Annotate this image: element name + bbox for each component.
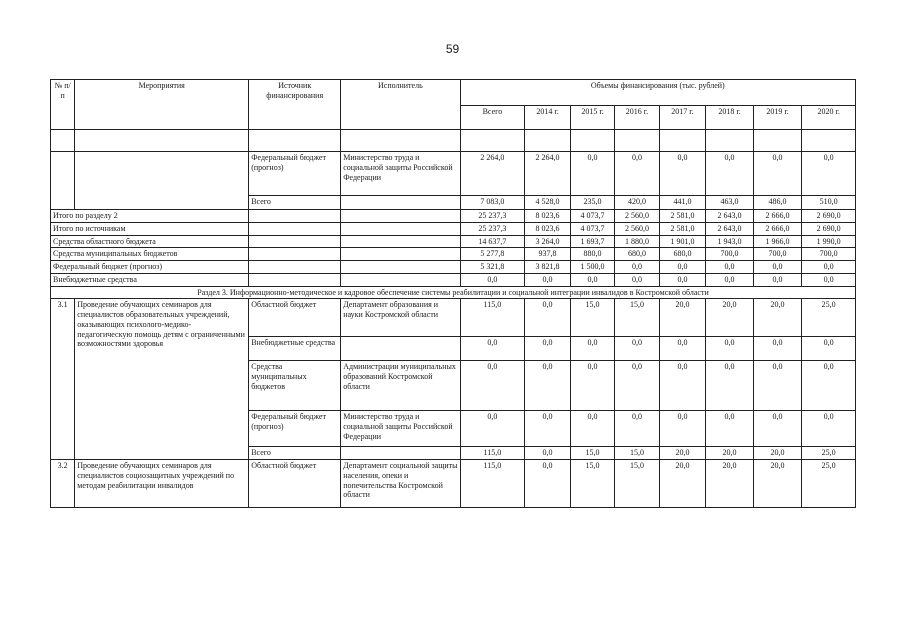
- source-cell: Областной бюджет: [249, 299, 341, 337]
- value-cell: 0,0: [615, 152, 659, 196]
- executor-cell: [341, 447, 460, 460]
- empty-cell: [249, 130, 341, 152]
- value-cell: 4 073,7: [570, 210, 614, 223]
- empty-cell: [753, 130, 802, 152]
- value-cell: 15,0: [570, 299, 614, 337]
- value-cell: 680,0: [659, 248, 706, 261]
- empty-cell: [51, 152, 75, 210]
- value-cell: 0,0: [615, 411, 659, 447]
- value-cell: 20,0: [706, 460, 754, 508]
- empty-cell: [341, 235, 460, 248]
- value-cell: 0,0: [753, 273, 802, 286]
- header-year: 2017 г.: [659, 106, 706, 130]
- empty-cell: [460, 130, 525, 152]
- value-cell: 441,0: [659, 196, 706, 210]
- value-cell: 1 901,0: [659, 235, 706, 248]
- value-cell: 420,0: [615, 196, 659, 210]
- value-cell: 0,0: [570, 273, 614, 286]
- source-cell: Средства муниципальных бюджетов: [249, 361, 341, 411]
- value-cell: 1 693,7: [570, 235, 614, 248]
- value-cell: 0,0: [615, 337, 659, 361]
- executor-cell: Департамент образования и науки Костромской области: [341, 299, 460, 337]
- executor-cell: Департамент социальной защиты населения, опеки и попечительства Костромской области: [341, 460, 460, 508]
- item-3-2-row: [51, 460, 856, 508]
- total-row: [51, 273, 856, 286]
- total-label: Итого по разделу 2: [51, 210, 249, 223]
- value-cell: 20,0: [753, 447, 802, 460]
- value-cell: 3 264,0: [525, 235, 571, 248]
- value-cell: 0,0: [753, 337, 802, 361]
- value-cell: 0,0: [525, 361, 571, 411]
- value-cell: 0,0: [460, 411, 525, 447]
- value-cell: 700,0: [706, 248, 754, 261]
- total-label: Федеральный бюджет (прогноз): [51, 261, 249, 274]
- value-cell: 1 966,0: [753, 235, 802, 248]
- page-number: 59: [445, 42, 460, 56]
- empty-cell: [75, 152, 249, 210]
- value-cell: 14 637,7: [460, 235, 525, 248]
- value-cell: 0,0: [525, 411, 571, 447]
- header-year: 2019 г.: [753, 106, 802, 130]
- empty-cell: [802, 130, 856, 152]
- value-cell: 1 500,0: [570, 261, 614, 274]
- value-cell: 0,0: [460, 361, 525, 411]
- header-volume: Объемы финансирования (тыс. рублей): [460, 80, 855, 106]
- value-cell: 0,0: [570, 337, 614, 361]
- value-cell: 937,8: [525, 248, 571, 261]
- value-cell: 0,0: [525, 337, 571, 361]
- source-cell: Всего: [249, 196, 341, 210]
- value-cell: 0,0: [802, 411, 856, 447]
- value-cell: 15,0: [615, 460, 659, 508]
- empty-cell: [249, 273, 341, 286]
- header-year: 2015 г.: [570, 106, 614, 130]
- total-label: Внебюджетные средства: [51, 273, 249, 286]
- empty-cell: [525, 130, 571, 152]
- value-cell: 0,0: [659, 361, 706, 411]
- value-cell: 0,0: [753, 411, 802, 447]
- source-cell: Федеральный бюджет (прогноз): [249, 411, 341, 447]
- value-cell: 235,0: [570, 196, 614, 210]
- total-label: Средства областного бюджета: [51, 235, 249, 248]
- value-cell: 463,0: [706, 196, 754, 210]
- value-cell: 15,0: [570, 460, 614, 508]
- item-activity: Проведение обучающих семинаров для специалистов социозащитных учреждений по методам реабилитации инвалидов: [75, 460, 249, 508]
- item-number: 3.1: [51, 299, 75, 460]
- empty-cell: [249, 261, 341, 274]
- value-cell: 20,0: [706, 299, 754, 337]
- value-cell: 0,0: [802, 152, 856, 196]
- value-cell: 1 943,0: [706, 235, 754, 248]
- value-cell: 0,0: [802, 361, 856, 411]
- executor-cell: [341, 196, 460, 210]
- value-cell: 0,0: [706, 273, 754, 286]
- executor-cell: Министерство труда и социальной защиты Российской Федерации: [341, 152, 460, 196]
- source-cell: Федеральный бюджет (прогноз): [249, 152, 341, 196]
- value-cell: 0,0: [706, 337, 754, 361]
- value-cell: 0,0: [460, 337, 525, 361]
- header-year: 2020 г.: [802, 106, 856, 130]
- empty-cell: [341, 248, 460, 261]
- source-cell: Областной бюджет: [249, 460, 341, 508]
- value-cell: 15,0: [570, 447, 614, 460]
- source-cell: Всего: [249, 447, 341, 460]
- value-cell: 4 073,7: [570, 222, 614, 235]
- header-activity: Мероприятия: [75, 80, 249, 130]
- item-activity: Проведение обучающих семинаров для специалистов образовательных учреждений, оказывающих психолого-медико-педагогическую помощь детям с ограниченными возможностями здоровья: [75, 299, 249, 460]
- value-cell: 5 321,8: [460, 261, 525, 274]
- value-cell: 3 821,8: [525, 261, 571, 274]
- value-cell: 0,0: [525, 447, 571, 460]
- executor-cell: Министерство труда и социальной защиты Российской Федерации: [341, 411, 460, 447]
- value-cell: 5 277,8: [460, 248, 525, 261]
- value-cell: 20,0: [659, 299, 706, 337]
- value-cell: 20,0: [659, 447, 706, 460]
- value-cell: 20,0: [706, 447, 754, 460]
- value-cell: 25,0: [802, 460, 856, 508]
- value-cell: 2 643,0: [706, 210, 754, 223]
- value-cell: 20,0: [753, 460, 802, 508]
- section-row: [51, 286, 856, 299]
- empty-cell: [249, 235, 341, 248]
- value-cell: 0,0: [525, 273, 571, 286]
- empty-cell: [341, 261, 460, 274]
- value-cell: 2 264,0: [525, 152, 571, 196]
- total-row: [51, 210, 856, 223]
- header-year: 2018 г.: [706, 106, 754, 130]
- value-cell: 0,0: [570, 361, 614, 411]
- value-cell: 7 083,0: [460, 196, 525, 210]
- value-cell: 700,0: [753, 248, 802, 261]
- value-cell: 2 666,0: [753, 222, 802, 235]
- value-cell: 0,0: [706, 361, 754, 411]
- value-cell: 15,0: [615, 299, 659, 337]
- source-cell: Внебюджетные средства: [249, 337, 341, 361]
- empty-cell: [51, 130, 75, 152]
- empty-cell: [75, 130, 249, 152]
- value-cell: 1 880,0: [615, 235, 659, 248]
- value-cell: 20,0: [753, 299, 802, 337]
- value-cell: 0,0: [659, 337, 706, 361]
- value-cell: 8 023,6: [525, 222, 571, 235]
- empty-cell: [249, 210, 341, 223]
- value-cell: 0,0: [706, 261, 754, 274]
- header-num: № п/п: [51, 80, 75, 130]
- value-cell: 486,0: [753, 196, 802, 210]
- value-cell: 20,0: [659, 460, 706, 508]
- value-cell: 2 560,0: [615, 222, 659, 235]
- executor-cell: [341, 337, 460, 361]
- value-cell: 2 560,0: [615, 210, 659, 223]
- empty-cell: [341, 222, 460, 235]
- total-row: [51, 261, 856, 274]
- executor-cell: Администрации муниципальных образований Костромской области: [341, 361, 460, 411]
- total-row: [51, 248, 856, 261]
- value-cell: 680,0: [615, 248, 659, 261]
- value-cell: 0,0: [570, 152, 614, 196]
- value-cell: 4 528,0: [525, 196, 571, 210]
- value-cell: 0,0: [706, 152, 754, 196]
- value-cell: 0,0: [525, 299, 571, 337]
- value-cell: 115,0: [460, 460, 525, 508]
- value-cell: 2 643,0: [706, 222, 754, 235]
- value-cell: 700,0: [802, 248, 856, 261]
- value-cell: 25 237,3: [460, 222, 525, 235]
- total-label: Итого по источникам: [51, 222, 249, 235]
- value-cell: 2 690,0: [802, 210, 856, 223]
- empty-cell: [615, 130, 659, 152]
- value-cell: 0,0: [615, 261, 659, 274]
- empty-cell: [249, 222, 341, 235]
- value-cell: 0,0: [460, 273, 525, 286]
- value-cell: 0,0: [659, 273, 706, 286]
- value-cell: 0,0: [659, 152, 706, 196]
- value-cell: 2 264,0: [460, 152, 525, 196]
- total-label: Средства муниципальных бюджетов: [51, 248, 249, 261]
- empty-cell: [341, 130, 460, 152]
- funding-table: [50, 79, 856, 508]
- empty-cell: [249, 248, 341, 261]
- section-title: Раздел 3. Информационно-методическое и кадровое обеспечение системы реабилитации и социальной интеграции инвалидов в Костромской области: [51, 286, 856, 299]
- header-source: Источник финансирования: [249, 80, 341, 130]
- value-cell: 0,0: [753, 152, 802, 196]
- value-cell: 15,0: [615, 447, 659, 460]
- value-cell: 115,0: [460, 447, 525, 460]
- value-cell: 0,0: [659, 411, 706, 447]
- value-cell: 0,0: [753, 261, 802, 274]
- value-cell: 25,0: [802, 447, 856, 460]
- value-cell: 0,0: [706, 411, 754, 447]
- empty-cell: [341, 273, 460, 286]
- value-cell: 0,0: [802, 337, 856, 361]
- header-year: 2014 г.: [525, 106, 571, 130]
- total-row: [51, 222, 856, 235]
- value-cell: 510,0: [802, 196, 856, 210]
- empty-cell: [341, 210, 460, 223]
- header-row: [51, 80, 856, 106]
- value-cell: 25 237,3: [460, 210, 525, 223]
- value-cell: 880,0: [570, 248, 614, 261]
- value-cell: 2 581,0: [659, 222, 706, 235]
- item-3-1-row: [51, 299, 856, 337]
- value-cell: 8 023,6: [525, 210, 571, 223]
- value-cell: 0,0: [802, 261, 856, 274]
- empty-cell: [706, 130, 754, 152]
- item-number: 3.2: [51, 460, 75, 508]
- value-cell: 0,0: [802, 273, 856, 286]
- value-cell: 0,0: [615, 361, 659, 411]
- empty-cell: [570, 130, 614, 152]
- header-year: 2016 г.: [615, 106, 659, 130]
- value-cell: 0,0: [615, 273, 659, 286]
- value-cell: 25,0: [802, 299, 856, 337]
- value-cell: 2 666,0: [753, 210, 802, 223]
- value-cell: 0,0: [525, 460, 571, 508]
- value-cell: 2 690,0: [802, 222, 856, 235]
- spacer-row: [51, 130, 856, 152]
- value-cell: 1 990,0: [802, 235, 856, 248]
- value-cell: 115,0: [460, 299, 525, 337]
- value-cell: 2 581,0: [659, 210, 706, 223]
- header-year: Всего: [460, 106, 525, 130]
- value-cell: 0,0: [570, 411, 614, 447]
- value-cell: 0,0: [753, 361, 802, 411]
- empty-cell: [659, 130, 706, 152]
- value-cell: 0,0: [659, 261, 706, 274]
- header-executor: Исполнитель: [341, 80, 460, 130]
- top-block-row: [51, 152, 856, 196]
- total-row: [51, 235, 856, 248]
